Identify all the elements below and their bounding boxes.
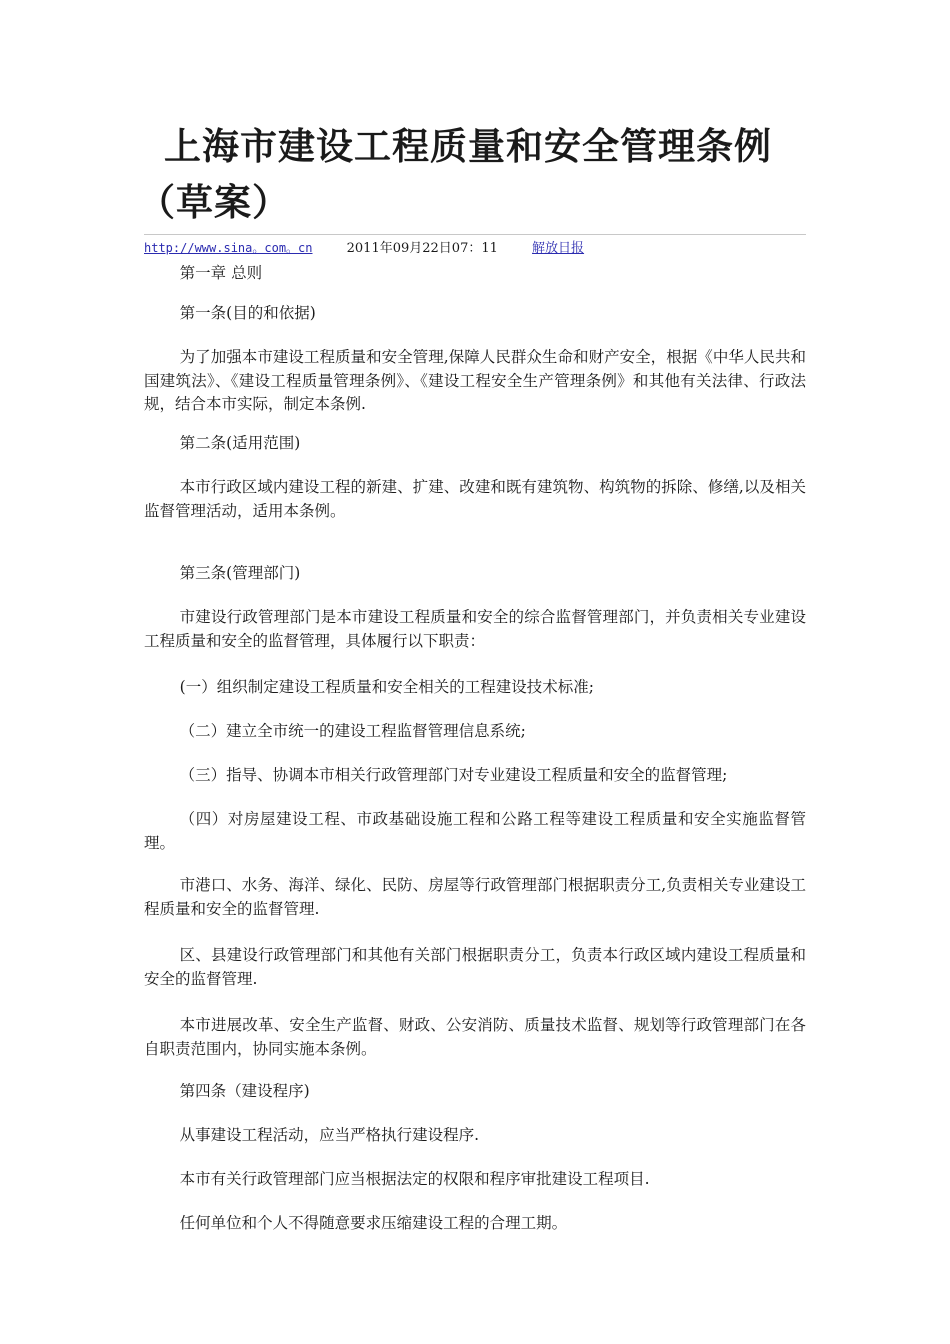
title-divider (144, 234, 806, 235)
paragraph: 本市有关行政管理部门应当根据法定的权限和程序审批建设工程项目. (179, 1170, 650, 1188)
title-line-2: （草案） (138, 180, 290, 224)
paragraph: 本市进展改革、安全生产监督、财政、公安消防、质量技术监督、规划等行政管理部门在各自职责范围内，协同实施本条例。 (144, 1016, 806, 1058)
paragraph: 区、县建设行政管理部门和其他有关部门根据职责分工，负责本行政区域内建设工程质量和安全的监督管理. (144, 946, 806, 988)
document (138, 118, 806, 1262)
paragraph: （二）建立全市统一的建设工程监督管理信息系统; (179, 722, 526, 740)
title-line-1: 上海市建设工程质量和安全管理条例 (164, 124, 772, 168)
paragraph: 第一条(目的和依据) (179, 304, 316, 322)
paragraph: （三）指导、协调本市相关行政管理部门对专业建设工程质量和安全的监督管理; (179, 766, 728, 784)
paragraph: 第四条（建设程序) (179, 1082, 310, 1100)
source-url-link[interactable]: http://www.sina。com。cn (144, 241, 313, 255)
page-title (138, 118, 806, 230)
paragraph: 第二条(适用范围) (179, 434, 301, 452)
article-meta (144, 237, 806, 260)
paragraph: 任何单位和个人不得随意要求压缩建设工程的合理工期。 (179, 1214, 568, 1232)
paragraph: 本市行政区域内建设工程的新建、扩建、改建和既有建筑物、构筑物的拆除、修缮,以及相关监督管理活动，适用本条例。 (144, 478, 806, 520)
paragraph: 第三条(管理部门) (179, 564, 301, 582)
paragraph: 为了加强本市建设工程质量和安全管理,保障人民群众生命和财产安全，根据《中华人民共和国建筑法》、《建设工程质量管理条例》、《建设工程安全生产管理条例》和其他有关法律、行政法规，结合本市实际，制定本条例. (144, 348, 806, 413)
paragraph: 第一章 总则 (179, 264, 263, 282)
article-body (144, 262, 806, 1262)
paragraph: 市港口、水务、海洋、绿化、民防、房屋等行政管理部门根据职责分工,负责相关专业建设工程质量和安全的监督管理. (144, 876, 806, 918)
publish-date: 2011年09月22日07：11 (346, 241, 498, 256)
paragraph: (一）组织制定建设工程质量和安全相关的工程建设技术标准; (179, 678, 594, 696)
paragraph: （四）对房屋建设工程、市政基础设施工程和公路工程等建设工程质量和安全实施监督管理。 (144, 810, 806, 852)
source-name-link[interactable]: 解放日报 (532, 241, 585, 256)
paragraph: 市建设行政管理部门是本市建设工程质量和安全的综合监督管理部门，并负责相关专业建设工程质量和安全的监督管理，具体履行以下职责： (144, 608, 806, 650)
paragraph: 从事建设工程活动，应当严格执行建设程序. (179, 1126, 480, 1144)
